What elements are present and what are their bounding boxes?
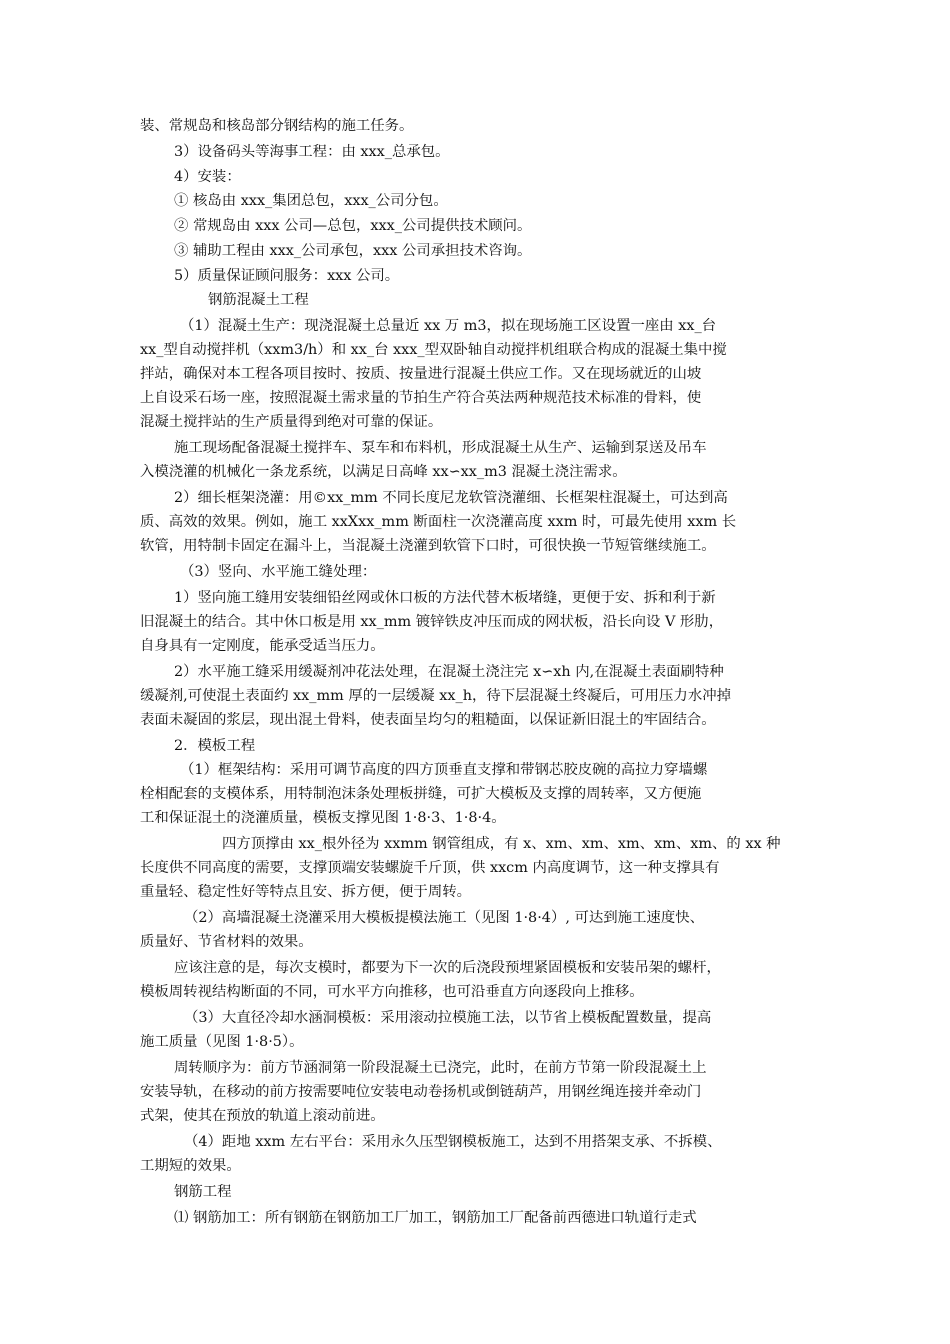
text-line: 5）质量保证顾问服务：xxx 公司。 xyxy=(174,268,400,284)
text-line: 四方顶撑由 xx_根外径为 xxmm 钢管组成，有 x、xm、xm、xm、xm、xm、的 xx 种 xyxy=(222,836,781,852)
text-line: 4）安装： xyxy=(174,169,241,185)
text-line: 栓相配套的支模体系，用特制泡沫条处理板拼缝，可扩大模板及支撑的周转率，又方便施 xyxy=(140,786,702,802)
text-line: 上自设采石场一座，按照混凝土需求量的节拍生产符合英法两种规范技术标准的骨料，使 xyxy=(140,390,702,406)
text-line: 应该注意的是，每次支模时，都要为下一次的后浇段预埋紧固模板和安装吊架的螺杆， xyxy=(174,960,721,976)
text-line: 拌站，确保对本工程各项目按时、按质、按量进行混凝土供应工作。又在现场就近的山坡 xyxy=(140,366,702,382)
text-line: 安装导轨，在移动的前方按需要吨位安装电动卷扬机或倒链葫芦，用钢丝绳连接并牵动门 xyxy=(140,1084,702,1100)
section-heading: 钢筋工程 xyxy=(174,1184,232,1200)
text-line: ① 核岛由 xxx_集团总包，xxx_公司分包。 xyxy=(174,193,448,209)
text-line: xx_型自动搅拌机（xxm3/h）和 xx_台 xxx_型双卧轴自动搅拌机组联合构成的混凝土集中搅 xyxy=(140,342,727,358)
text-line: ③ 辅助工程由 xxx_公司承包，xxx 公司承担技术咨询。 xyxy=(174,243,532,259)
text-line: 2）水平施工缝采用缓凝剂冲花法处理，在混凝土浇注完 x∽xh 内,在混凝土表面刷特种 xyxy=(174,664,724,680)
text-line: 自身具有一定刚度，能承受适当压力。 xyxy=(140,638,385,654)
text-line: 混凝土搅拌站的生产质量得到绝对可靠的保证。 xyxy=(140,414,443,430)
text-line: 软管，用特制卡固定在漏斗上，当混凝土浇灌到软管下口时，可很快换一节短管继续施工。 xyxy=(140,538,716,554)
text-line: 入模浇灌的机械化一条龙系统，以满足日高峰 xx∽xx_m3 混凝土浇注需求。 xyxy=(140,464,627,480)
text-line: （3）大直径冷却水涵洞模板：采用滚动拉模施工法，以节省上模板配置数量，提高 xyxy=(184,1010,712,1026)
text-line: 重量轻、稳定性好等特点且安、拆方便，便于周转。 xyxy=(140,884,471,900)
text-line: 缓凝剂,可使混土表面约 xx_mm 厚的一层缓凝 xx_h，待下层混凝土终凝后，可用压力水冲掉 xyxy=(140,688,731,704)
text-line: 装、常规岛和核岛部分钢结构的施工任务。 xyxy=(140,118,414,134)
text-line: 长度供不同高度的需要，支撑顶端安装螺旋千斤顶，供 xxcm 内高度调节，这一种支撑具有 xyxy=(140,860,720,876)
text-line: 式架，使其在预放的轨道上滚动前进。 xyxy=(140,1108,385,1124)
section-heading: 2．模板工程 xyxy=(174,738,256,754)
text-line: 模板周转视结构断面的不同，可水平方向推移，也可沿垂直方向逐段向上推移。 xyxy=(140,984,644,1000)
text-line: 周转顺序为：前方节涵洞第一阶段混凝土已浇完，此时，在前方节第一阶段混凝土上 xyxy=(174,1060,707,1076)
text-line: 3）设备码头等海事工程：由 xxx_总承包。 xyxy=(174,144,450,160)
text-line: （1）混凝土生产：现浇混凝土总量近 xx 万 m3，拟在现场施工区设置一座由 xx_台 xyxy=(180,318,717,334)
text-line: （1）框架结构：采用可调节高度的四方顶垂直支撑和带钢芯胶皮碗的高拉力穿墙螺 xyxy=(180,762,708,778)
text-line: 施工现场配备混凝土搅拌车、泵车和布料机，形成混凝土从生产、运输到泵送及吊车 xyxy=(174,440,707,456)
text-line: ② 常规岛由 xxx 公司—总包，xxx_公司提供技术顾问。 xyxy=(174,218,532,234)
text-line: 工期短的效果。 xyxy=(140,1158,241,1174)
text-line: ⑴ 钢筋加工：所有钢筋在钢筋加工厂加工，钢筋加工厂配备前西德进口轨道行走式 xyxy=(174,1210,697,1226)
text-line: （4）距地 xxm 左右平台：采用永久压型钢模板施工，达到不用搭架支承、不拆模、 xyxy=(184,1134,722,1150)
text-line: 施工质量（见图 1·8·5）。 xyxy=(140,1034,304,1050)
text-line: （3）竖向、水平施工缝处理： xyxy=(180,564,377,580)
section-heading: 钢筋混凝土工程 xyxy=(208,292,309,308)
text-line: 1）竖向施工缝用安装细铅丝网或休口板的方法代替木板堵缝，更便于安、拆和利于新 xyxy=(174,590,716,606)
text-line: （2）高墙混凝土浇灌采用大模板提模法施工（见图 1·8·4）, 可达到施工速度快、 xyxy=(184,910,704,926)
text-line: 旧混凝土的结合。其中休口板是用 xx_mm 镀锌铁皮冲压而成的网状板，沿长向设 V 形肋， xyxy=(140,614,724,630)
text-line: 质量好、节省材料的效果。 xyxy=(140,934,313,950)
text-line: 2）细长框架浇灌：用©xx_mm 不同长度尼龙软管浇灌细、长框架柱混凝土，可达到高 xyxy=(174,490,728,506)
text-line: 质、高效的效果。例如，施工 xxXxx_mm 断面柱一次浇灌高度 xxm 时，可最先使用 xxm 长 xyxy=(140,514,737,530)
text-line: 表面未凝固的浆层，现出混土骨料，使表面呈均匀的粗糙面，以保证新旧混土的牢固结合。 xyxy=(140,712,716,728)
text-line: 工和保证混土的浇灌质量，模板支撑见图 1·8·3、1·8·4。 xyxy=(140,810,506,826)
